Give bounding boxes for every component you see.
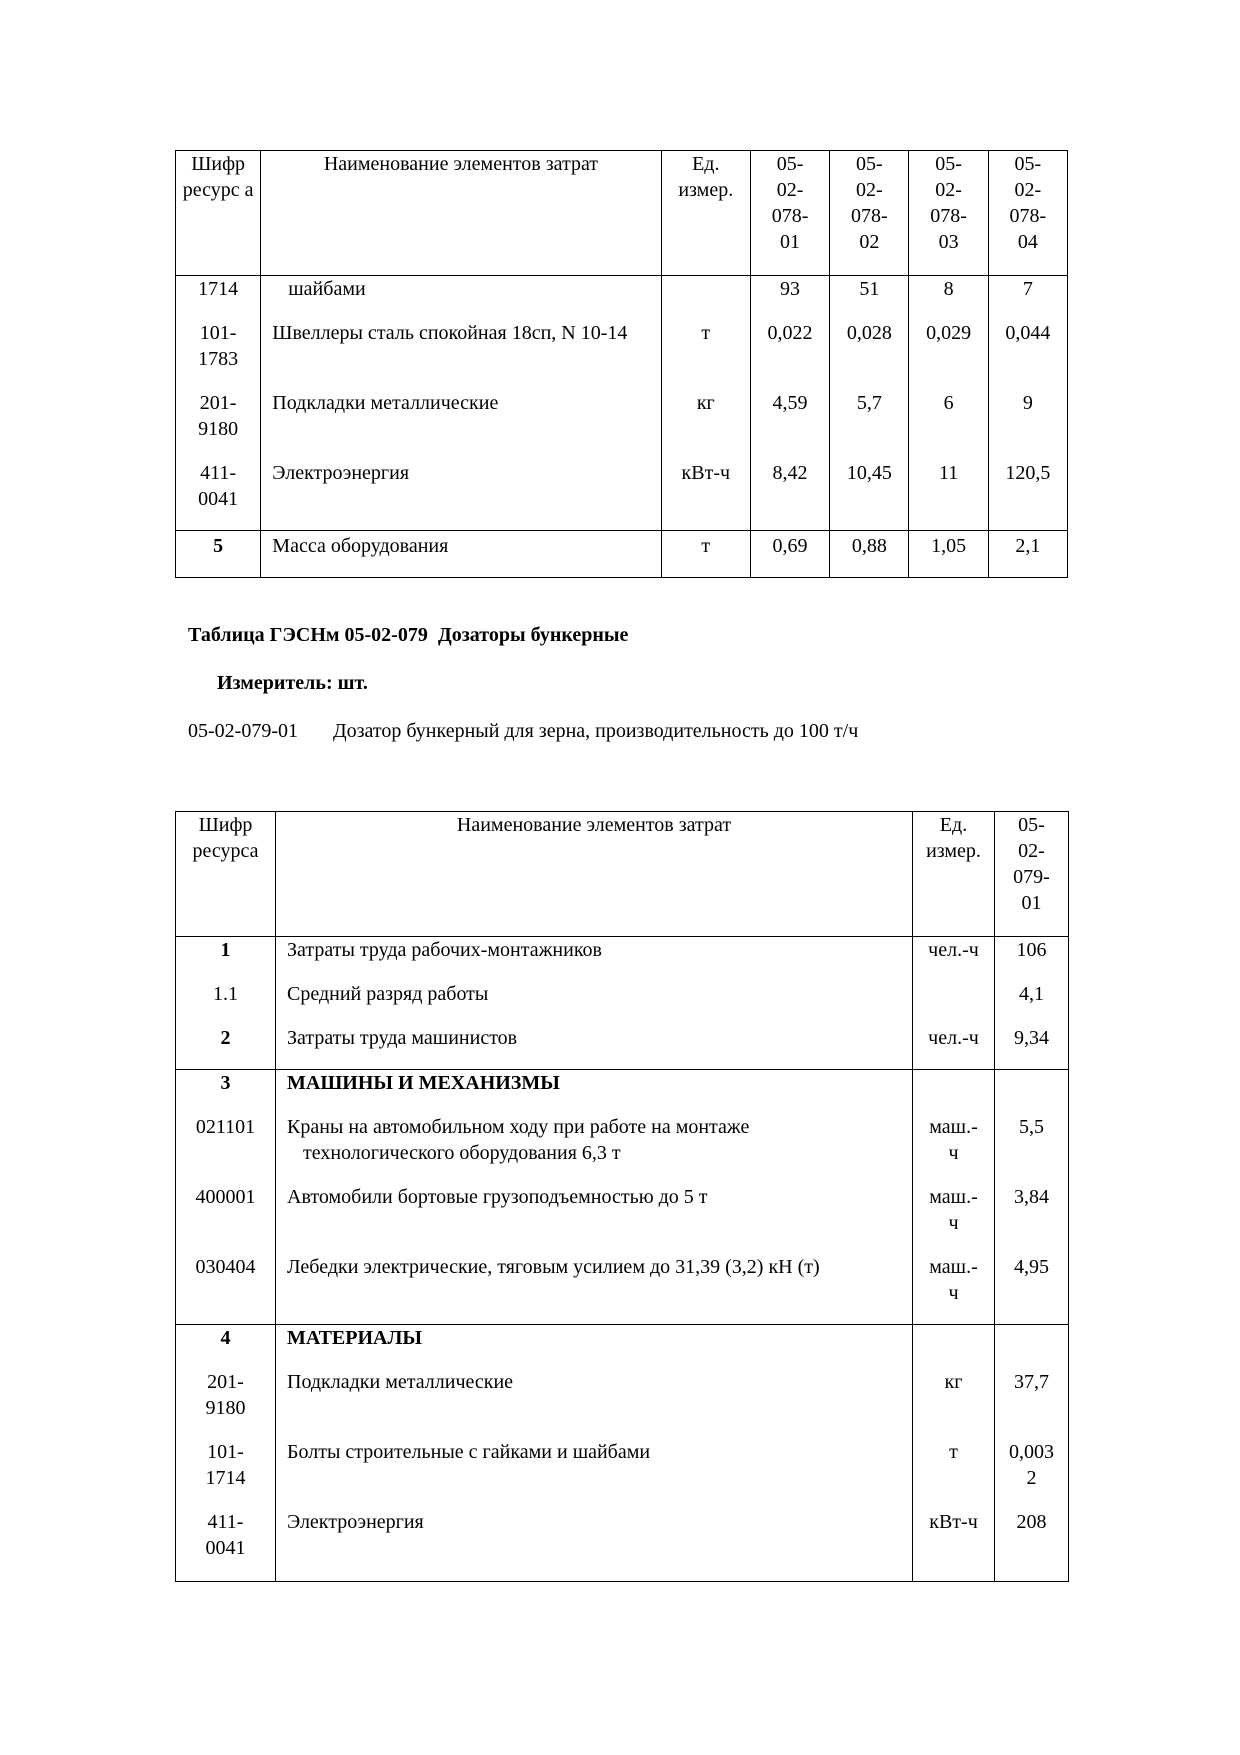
cell-code: 411- 0041	[198, 462, 239, 510]
cell-name: Подкладки металлические	[276, 1369, 913, 1439]
cell-value: 7	[988, 276, 1067, 321]
table-row	[176, 1025, 1069, 1070]
header-col-078-04: 05- 02- 078- 04	[988, 151, 1067, 276]
table-row	[176, 320, 1068, 390]
resource-table-079	[175, 811, 1069, 1582]
cell-value: 120,5	[988, 460, 1067, 531]
cell-code: 400001	[195, 1186, 256, 1208]
cell-value: 0,69	[750, 531, 829, 578]
cell-value: 8,42	[750, 460, 829, 531]
section-row	[176, 1070, 1069, 1115]
cell-code: 021101	[195, 1116, 256, 1138]
cell-name-text: шайбами	[288, 278, 366, 300]
cell-code: 411- 0041	[205, 1511, 246, 1559]
cell-unit	[913, 1325, 995, 1370]
cell-unit: чел.-ч	[913, 937, 995, 982]
cell-unit: кг	[661, 390, 750, 460]
cell-unit	[913, 981, 995, 1025]
cell-name: Подкладки металлические	[261, 390, 661, 460]
cell-value: 10,45	[830, 460, 909, 531]
cell-value: 3,84	[995, 1184, 1069, 1254]
cell-name: Масса оборудования	[261, 531, 661, 578]
section-row	[176, 1325, 1069, 1370]
cell-value: 4,59	[750, 390, 829, 460]
cell-value: 0,88	[830, 531, 909, 578]
cell-code: 101- 1783	[198, 322, 239, 370]
cell-value: 37,7	[995, 1369, 1069, 1439]
resource-table-078	[175, 150, 1068, 578]
cell-unit: кг	[913, 1369, 995, 1439]
header-col-078-02: 05- 02- 078- 02	[830, 151, 909, 276]
cell-code: 3	[176, 1070, 276, 1115]
cell-unit: т	[661, 531, 750, 578]
table-header-row	[176, 812, 1069, 937]
table-row	[176, 390, 1068, 460]
header-col-078-03: 05- 02- 078- 03	[909, 151, 988, 276]
cell-name: Средний разряд работы	[276, 981, 913, 1025]
cell-name: Затраты труда машинистов	[276, 1025, 913, 1070]
table-row	[176, 1509, 1069, 1582]
cell-value: 51	[830, 276, 909, 321]
cell-value: 0,028	[830, 320, 909, 390]
cell-code: 201- 9180	[205, 1371, 246, 1419]
cell-name: Лебедки электрические, тяговым усилием до 31,39 (3,2) кН (т)	[276, 1254, 913, 1325]
cell-code: 201- 9180	[198, 392, 239, 440]
cell-name: Затраты труда рабочих-монтажников	[276, 937, 913, 982]
cell-code: 2	[220, 1027, 231, 1049]
cell-unit: кВт-ч	[661, 460, 750, 531]
cell-code: 5	[176, 531, 261, 578]
cell-name: Швеллеры сталь спокойная 18сп, N 10-14	[261, 320, 661, 390]
cell-name: Электроэнергия	[261, 460, 661, 531]
cell-name	[261, 276, 661, 321]
cell-unit: т	[661, 320, 750, 390]
cell-code: 4	[176, 1325, 276, 1370]
position-line	[188, 720, 858, 743]
header-col-079-01: 05- 02- 079- 01	[995, 812, 1069, 937]
cell-value: 5,7	[830, 390, 909, 460]
table-row	[176, 276, 1068, 321]
cell-name: Электроэнергия	[276, 1509, 913, 1582]
cell-unit: маш.- ч	[913, 1254, 995, 1325]
header-code: Шифр ресурса	[176, 812, 276, 937]
position-name: Дозатор бункерный для зерна, производительность до 100 т/ч	[333, 720, 859, 742]
cell-value: 208	[995, 1509, 1069, 1582]
cell-value: 9	[988, 390, 1067, 460]
cell-value: 0,029	[909, 320, 988, 390]
table-row	[176, 937, 1069, 982]
cell-unit	[661, 276, 750, 321]
table-row	[176, 1369, 1069, 1439]
cell-code: 1.1	[213, 983, 238, 1005]
cell-value: 1,05	[909, 531, 988, 578]
header-unit: Ед. измер.	[661, 151, 750, 276]
table-row	[176, 1254, 1069, 1325]
table-header-row	[176, 151, 1068, 276]
table-row	[176, 460, 1068, 531]
cell-unit: маш.- ч	[913, 1184, 995, 1254]
cell-name-line1: Краны на автомобильном ходу при работе на монтаже	[287, 1116, 750, 1138]
table-title	[188, 624, 628, 647]
measure-unit: Измеритель: шт.	[217, 672, 368, 694]
cell-value: 11	[909, 460, 988, 531]
position-code: 05-02-079-01	[188, 720, 298, 742]
cell-unit: чел.-ч	[913, 1025, 995, 1070]
cell-value: 0,003 2	[995, 1439, 1069, 1509]
cell-name: МАШИНЫ И МЕХАНИЗМЫ	[276, 1070, 913, 1115]
cell-name	[276, 1114, 913, 1184]
table-code: Таблица ГЭСНм 05-02-079	[188, 624, 428, 646]
cell-value: 4,95	[995, 1254, 1069, 1325]
header-name: Наименование элементов затрат	[261, 151, 661, 276]
cell-unit: т	[913, 1439, 995, 1509]
table-row	[176, 1439, 1069, 1509]
cell-code: 101- 1714	[205, 1441, 246, 1489]
header-unit: Ед. измер.	[913, 812, 995, 937]
cell-value: 106	[995, 937, 1069, 982]
cell-value: 5,5	[995, 1114, 1069, 1184]
cell-code: 030404	[195, 1256, 256, 1278]
cell-name: МАТЕРИАЛЫ	[276, 1325, 913, 1370]
cell-code: 1	[220, 939, 231, 961]
cell-name-line2: технологического оборудования 6,3 т	[303, 1142, 621, 1164]
table-row	[176, 981, 1069, 1025]
cell-name: Автомобили бортовые грузоподъемностью до 5 т	[276, 1184, 913, 1254]
table-row	[176, 1184, 1069, 1254]
table-name: Дозаторы бункерные	[438, 624, 629, 646]
header-name: Наименование элементов затрат	[276, 812, 913, 937]
cell-value: 0,044	[988, 320, 1067, 390]
cell-value: 4,1	[995, 981, 1069, 1025]
cell-name: Болты строительные с гайками и шайбами	[276, 1439, 913, 1509]
cell-value: 8	[909, 276, 988, 321]
cell-unit	[913, 1070, 995, 1115]
cell-unit: кВт-ч	[913, 1509, 995, 1582]
cell-value	[995, 1325, 1069, 1370]
cell-value: 0,022	[750, 320, 829, 390]
table-row	[176, 531, 1068, 578]
cell-value: 2,1	[988, 531, 1067, 578]
header-col-078-01: 05- 02- 078- 01	[750, 151, 829, 276]
cell-value: 6	[909, 390, 988, 460]
cell-code: 1714	[198, 278, 239, 300]
cell-value	[995, 1070, 1069, 1115]
cell-unit: маш.- ч	[913, 1114, 995, 1184]
header-code: Шифр ресурс а	[176, 151, 261, 276]
cell-value: 9,34	[995, 1025, 1069, 1070]
cell-value: 93	[750, 276, 829, 321]
table-row	[176, 1114, 1069, 1184]
